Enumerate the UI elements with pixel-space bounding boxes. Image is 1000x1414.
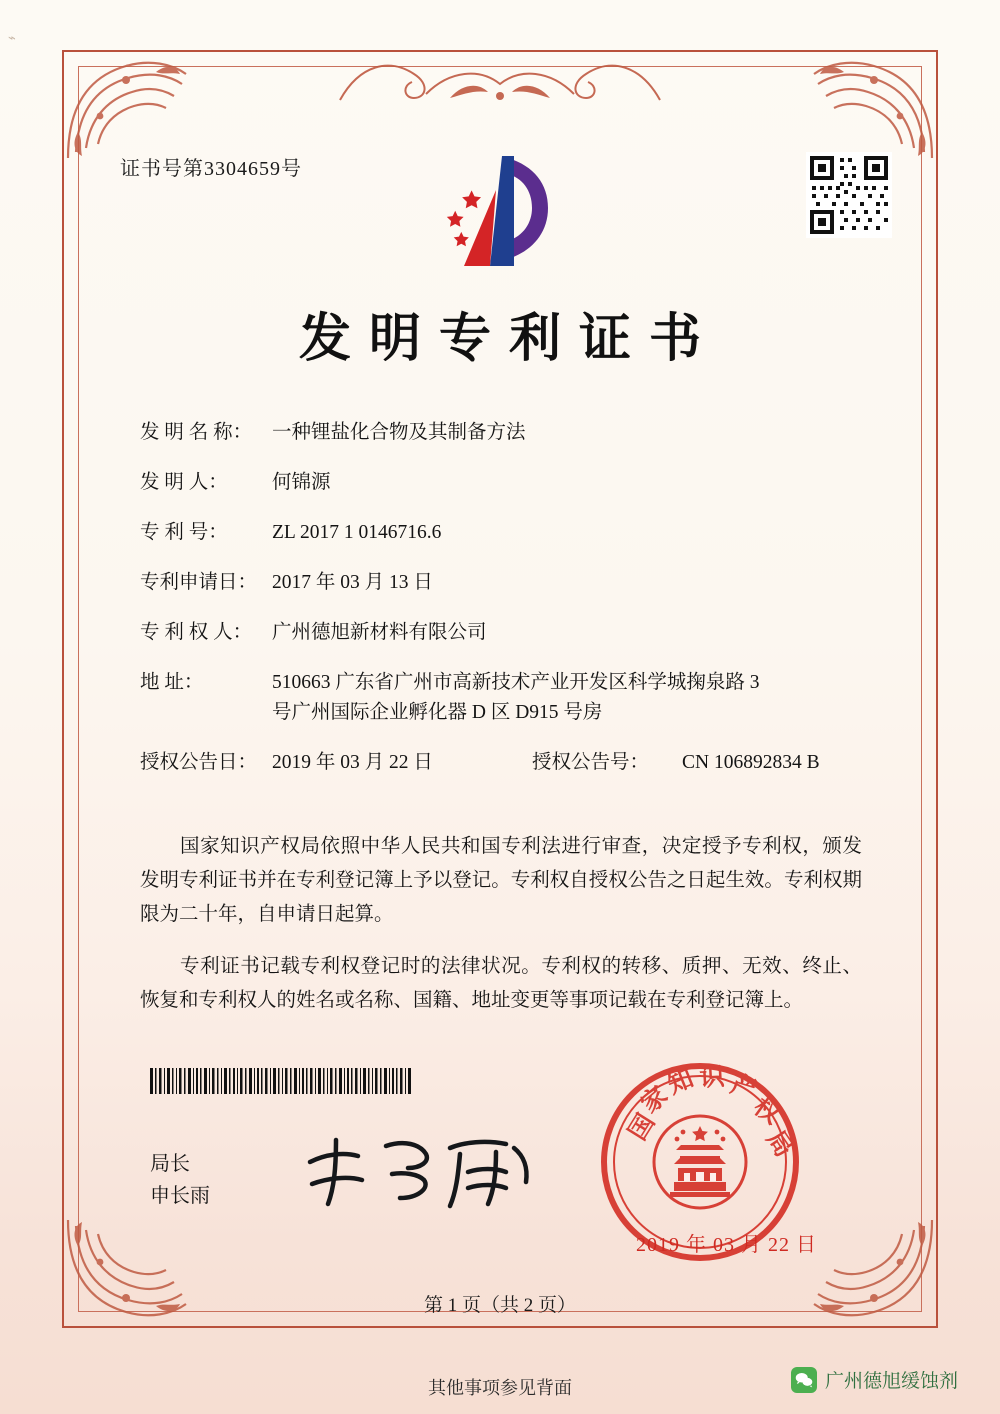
footer-note: 其他事项参见背面 bbox=[428, 1378, 572, 1398]
field-inventor bbox=[140, 468, 880, 498]
barcode-icon bbox=[150, 1068, 412, 1094]
page-title: 发明专利证书 bbox=[298, 311, 719, 368]
field-label-grant-number: 授权公告号： bbox=[532, 752, 650, 773]
paragraph: 专利证书记载专利权登记时的法律状况。专利权的转移、质押、无效、终止、恢复和专利权人的姓名或名称、国籍、地址变更等事项记载在专利登记簿上。 bbox=[140, 956, 862, 1011]
svg-text:知: 知 bbox=[664, 1065, 698, 1100]
director-role-label: 局长 bbox=[150, 1153, 190, 1175]
top-ornament-icon bbox=[330, 54, 670, 106]
wechat-icon bbox=[791, 1367, 817, 1393]
field-invention-title bbox=[140, 418, 880, 448]
field-label-grant-date: 授权公告日： bbox=[140, 752, 258, 773]
corner-ornament-icon bbox=[64, 52, 194, 162]
field-application-date bbox=[140, 568, 880, 598]
director-name-label: 申长雨 bbox=[150, 1185, 210, 1207]
field-label: 发 明 名 称： bbox=[140, 422, 253, 443]
page-speckle: ⌁ bbox=[8, 30, 16, 45]
svg-text:局: 局 bbox=[761, 1126, 798, 1163]
svg-text:家: 家 bbox=[636, 1081, 674, 1119]
wechat-label: 广州德旭缓蚀剂 bbox=[824, 1371, 958, 1392]
body-paragraphs bbox=[140, 830, 862, 1036]
field-grant-row bbox=[140, 748, 880, 778]
signature-labels bbox=[150, 1148, 210, 1212]
svg-text:国: 国 bbox=[624, 1109, 661, 1146]
field-label: 专利申请日： bbox=[140, 572, 258, 593]
patent-office-logo-icon bbox=[430, 150, 580, 275]
field-value-line2: 号广州国际企业孵化器 D 区 D915 号房 bbox=[272, 702, 603, 723]
field-address bbox=[140, 668, 880, 728]
field-patentee bbox=[140, 618, 880, 648]
field-value: 广州德旭新材料有限公司 bbox=[272, 622, 487, 643]
svg-text:权: 权 bbox=[748, 1093, 785, 1130]
page-indicator: 第 1 页（共 2 页） bbox=[423, 1295, 576, 1316]
qr-code-icon bbox=[806, 152, 892, 238]
field-value: 2017 年 03 月 13 日 bbox=[272, 572, 433, 593]
corner-ornament-icon bbox=[806, 52, 936, 162]
field-label: 专 利 号： bbox=[140, 522, 228, 543]
wechat-watermark bbox=[791, 1366, 958, 1393]
seal-date: 2019 年 03 月 22 日 bbox=[636, 1234, 817, 1256]
certificate-number: 证书号第3304659号 bbox=[120, 158, 302, 180]
field-value: 何锦源 bbox=[272, 472, 331, 493]
field-label: 专 利 权 人： bbox=[140, 622, 253, 643]
paragraph: 国家知识产权局依照中华人民共和国专利法进行审查，决定授予专利权，颁发发明专利证书并在专利登记簿上予以登记。专利权自授权公告之日起生效。专利权期限为二十年，自申请日起算。 bbox=[140, 836, 862, 925]
field-value-block bbox=[272, 668, 880, 728]
field-value-line1: 510663 广东省广州市高新技术产业开发区科学城掬泉路 3 bbox=[272, 672, 760, 693]
field-list bbox=[140, 418, 880, 798]
field-label: 地 址： bbox=[140, 672, 204, 693]
field-label: 发 明 人： bbox=[140, 472, 228, 493]
svg-text:产: 产 bbox=[727, 1070, 760, 1105]
svg-text:识: 识 bbox=[698, 1063, 726, 1092]
field-value: ZL 2017 1 0146716.6 bbox=[272, 522, 442, 543]
field-value-grant-date: 2019 年 03 月 22 日 bbox=[272, 752, 433, 773]
field-value-grant-number: CN 106892834 B bbox=[682, 752, 820, 773]
field-patent-number bbox=[140, 518, 880, 548]
field-value: 一种锂盐化合物及其制备方法 bbox=[272, 422, 526, 443]
handwritten-signature-icon bbox=[300, 1128, 540, 1218]
